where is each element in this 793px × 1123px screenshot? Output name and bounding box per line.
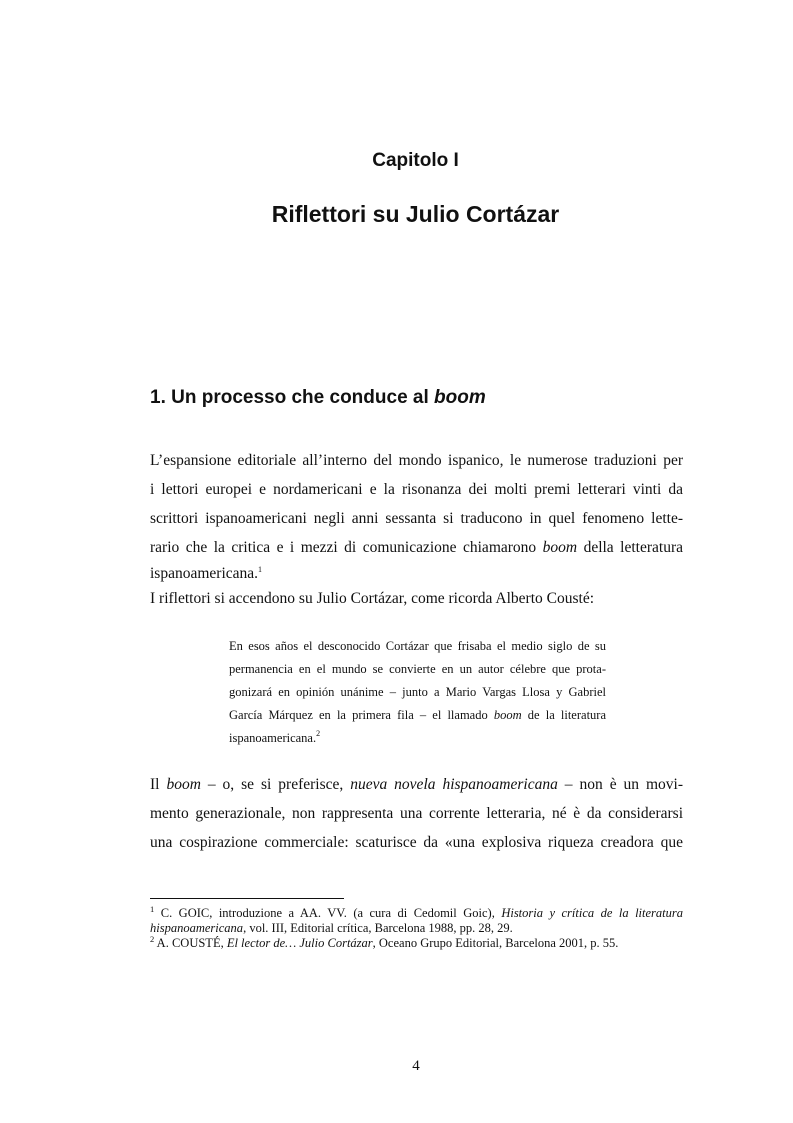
page-number: 4	[412, 1058, 420, 1074]
paragraph2-line1-text: Il	[150, 776, 167, 793]
footnote-2-text: A. COUSTÉ,	[154, 936, 227, 950]
quote-line2: permanencia en el mundo se convierte en un autor célebre que prota-	[229, 662, 606, 676]
chapter-title: Riflettori su Julio Cortázar	[271, 201, 560, 227]
footnote-1-line2-tail: , vol. III, Editorial crítica, Barcelona 1988, pp. 28, 29.	[243, 921, 513, 935]
paragraph2-line3: una cospirazione commerciale: scaturisce da «una explosiva riqueza creadora que	[150, 834, 683, 851]
quote-line4-text: García Márquez en la primera fila – el llamado	[229, 708, 494, 722]
paragraph1-line4-tail: della letteratura	[577, 539, 683, 556]
paragraph1-line5-text: ispanoamericana.	[150, 565, 259, 582]
footnote-ref-2[interactable]: 2	[316, 729, 321, 738]
footnote-2-number: 2	[150, 934, 155, 944]
footnote-ref-1[interactable]: 1	[258, 565, 263, 574]
paragraph1-line5	[150, 563, 683, 585]
footnote-1-number: 1	[150, 904, 155, 914]
footnote-2	[150, 936, 683, 951]
footnote-1-italic: Historia y crítica de la literatura	[501, 906, 684, 920]
paragraph1-line2: i lettori europei e nordamericani e la risonanza dei molti premi letterari vinti da	[150, 481, 683, 498]
footnote-2-tail: , Oceano Grupo Editorial, Barcelona 2001, p. 55.	[372, 936, 619, 950]
footnote-2-italic: El lector de… Julio Cortázar	[226, 936, 373, 950]
paragraph1-line4	[150, 537, 683, 559]
paragraph1-line6: I riflettori si accendono su Julio Cortázar, come ricorda Alberto Cousté:	[150, 590, 595, 607]
quote-line5-text: ispanoamericana.	[229, 731, 317, 745]
paragraph2-line1-italic2: nueva novela hispanoamericana	[350, 776, 558, 793]
footnote-1-line2-italic: hispanoamericana	[150, 921, 244, 935]
paragraph1-line3: scrittori ispanoamericani negli anni sessanta si traducono in quel fenomeno lette-	[150, 510, 683, 527]
paragraph2-line1-tail: – non è un movi-	[557, 776, 684, 793]
footnote-1-line2	[150, 921, 683, 936]
quote-line4-tail: de la literatura	[521, 708, 607, 722]
quote-line1: En esos años el desconocido Cortázar que frisaba el medio siglo de su	[229, 639, 606, 653]
footnote-separator	[150, 898, 344, 899]
quote-line3: gonizará en opinión unánime – junto a Mario Vargas Llosa y Gabriel	[229, 685, 606, 699]
footnote-1-text: C. GOIC, introduzione a AA. VV. (a cura di Cedomil Goic),	[154, 906, 502, 920]
paragraph2-line1-italic: boom	[166, 776, 201, 793]
footnote-1-line1	[150, 906, 683, 921]
section-heading-italic: boom	[434, 387, 486, 408]
paragraph2-line1	[150, 774, 683, 796]
paragraph2-line2: mento generazionale, non rappresenta una corrente letteraria, né è da considerarsi	[150, 805, 683, 822]
paragraph1-line4-text: rario che la critica e i mezzi di comunicazione chiamarono	[150, 539, 543, 556]
quote-line4-italic: boom	[493, 708, 522, 722]
paragraph1-line1: L’espansione editoriale all’interno del mondo ispanico, le numerose traduzioni per	[150, 452, 683, 469]
quote-line4	[229, 706, 606, 724]
quote-line5	[229, 729, 606, 747]
chapter-label: Capitolo I	[372, 150, 459, 171]
paragraph1-line4-italic: boom	[542, 539, 578, 556]
paragraph2-line1-middle: – o, se si preferisce,	[200, 776, 351, 793]
section-heading-text: 1. Un processo che conduce al	[150, 387, 435, 408]
section-heading	[150, 383, 685, 413]
